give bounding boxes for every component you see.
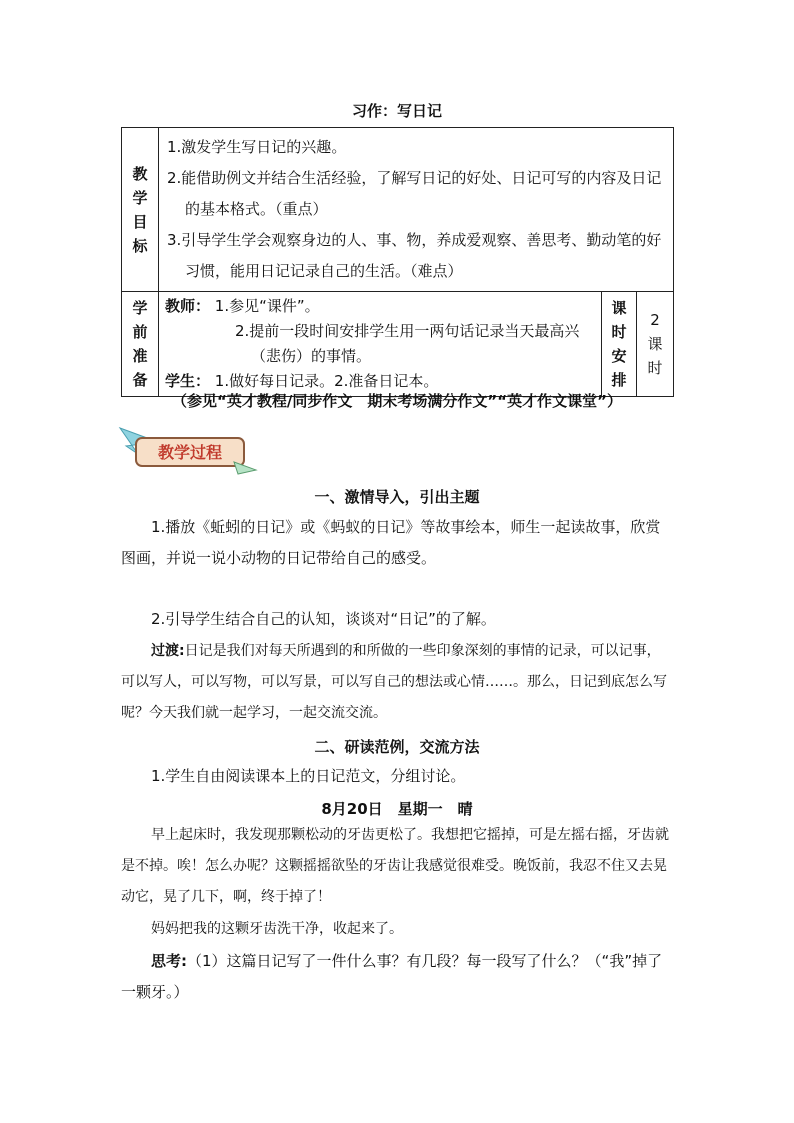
section-2-heading: 二、研读范例，交流方法 bbox=[314, 738, 480, 756]
think-label: 思考: bbox=[151, 952, 187, 970]
lesson-value-char: 2 bbox=[650, 311, 660, 329]
student-items: 1.做好每日记录。2.准备日记本。 bbox=[214, 372, 439, 390]
prep-header-char: 学 bbox=[132, 299, 148, 317]
teacher-item: 2.提前一段时间安排学生用一两句话记录当天最高兴（悲伤）的事情。 bbox=[235, 322, 580, 365]
lesson-schedule-value bbox=[637, 292, 674, 397]
lesson-schedule-header bbox=[602, 292, 637, 397]
diary-date-line: 8月20日 星期一 晴 bbox=[321, 800, 473, 818]
lesson-header-char: 课 bbox=[611, 299, 627, 317]
goal-item: 1.激发学生写日记的兴趣。 bbox=[167, 138, 347, 156]
diary-paragraph-1: 早上起床时，我发现那颗松动的牙齿更松了。我想把它摇掉，可是左摇右摇，牙齿就是不掉。唉！怎么办呢？这颗摇摇欲坠的牙齿让我感觉很难受。晚饭前，我忍不住又去晃动它，晃了几下，啊，终于掉了！ bbox=[121, 827, 669, 905]
section-1-paragraph-1: 1.播放《蚯蚓的日记》或《蚂蚁的日记》等故事绘本，师生一起读故事，欣赏图画，并说一说小动物的日记带给自己的感受。 bbox=[121, 518, 661, 567]
goals-header-char: 标 bbox=[132, 236, 148, 255]
lesson-header-char: 时 bbox=[611, 323, 627, 341]
leaf-icon bbox=[234, 462, 256, 474]
teaching-process-banner bbox=[118, 420, 258, 476]
transition-text: 日记是我们对每天所遇到的和所做的一些印象深刻的事情的记录，可以记事，可以写人，可以写物，可以写景，可以写自己的想法或心情……。那么，日记到底怎么写呢？今天我们就一起学习，一起交流交流。 bbox=[121, 643, 667, 721]
prep-header bbox=[122, 292, 159, 397]
think-paragraph bbox=[121, 946, 674, 1008]
student-label: 学生： bbox=[165, 372, 211, 390]
lesson-value-char: 时 bbox=[647, 359, 663, 377]
document-title: 习作：写日记 bbox=[351, 102, 442, 120]
goal-item: 3.引导学生学会观察身边的人、事、物，养成爱观察、善思考、勤动笔的好习惯，能用日记记录自己的生活。（难点） bbox=[167, 231, 662, 280]
think-text: （1）这篇日记写了一件什么事？有几段？每一段写了什么？（“我”掉了一颗牙。） bbox=[121, 952, 663, 1001]
teacher-item: 1.参见“课件”。 bbox=[214, 297, 320, 315]
goals-header-char: 教 bbox=[132, 164, 148, 183]
diary-paragraph-2: 妈妈把我的这颗牙齿洗干净，收起来了。 bbox=[151, 921, 403, 937]
prep-cell bbox=[159, 292, 602, 397]
transition-label: 过渡: bbox=[151, 643, 185, 659]
lesson-header-char: 排 bbox=[611, 371, 627, 389]
banner-label: 教学过程 bbox=[157, 443, 223, 462]
goals-header-char: 学 bbox=[132, 188, 148, 207]
transition-paragraph bbox=[121, 636, 674, 729]
goals-cell bbox=[159, 128, 674, 292]
section-2-paragraph-1: 1.学生自由阅读课本上的日记范文，分组讨论。 bbox=[151, 767, 466, 785]
lesson-value-char: 课 bbox=[647, 335, 663, 353]
prep-header-char: 前 bbox=[132, 323, 148, 341]
section-1-paragraph-2: 2.引导学生结合自己的认知，谈谈对“日记”的了解。 bbox=[151, 610, 496, 628]
prep-header-char: 备 bbox=[132, 371, 148, 389]
goals-header bbox=[122, 128, 159, 292]
reference-note: （参见“英才教程/同步作文 期末考场满分作文”“英才作文课堂”） bbox=[172, 392, 622, 410]
lesson-header-char: 安 bbox=[611, 347, 627, 365]
goals-header-char: 目 bbox=[132, 212, 148, 231]
teacher-line bbox=[165, 294, 595, 319]
prep-header-char: 准 bbox=[132, 347, 148, 365]
lesson-plan-table bbox=[121, 127, 674, 397]
section-1-heading: 一、激情导入，引出主题 bbox=[314, 488, 480, 506]
teacher-label: 教师： bbox=[165, 297, 211, 315]
goal-item: 2.能借助例文并结合生活经验，了解写日记的好处、日记可写的内容及日记的基本格式。（重点） bbox=[167, 169, 662, 218]
